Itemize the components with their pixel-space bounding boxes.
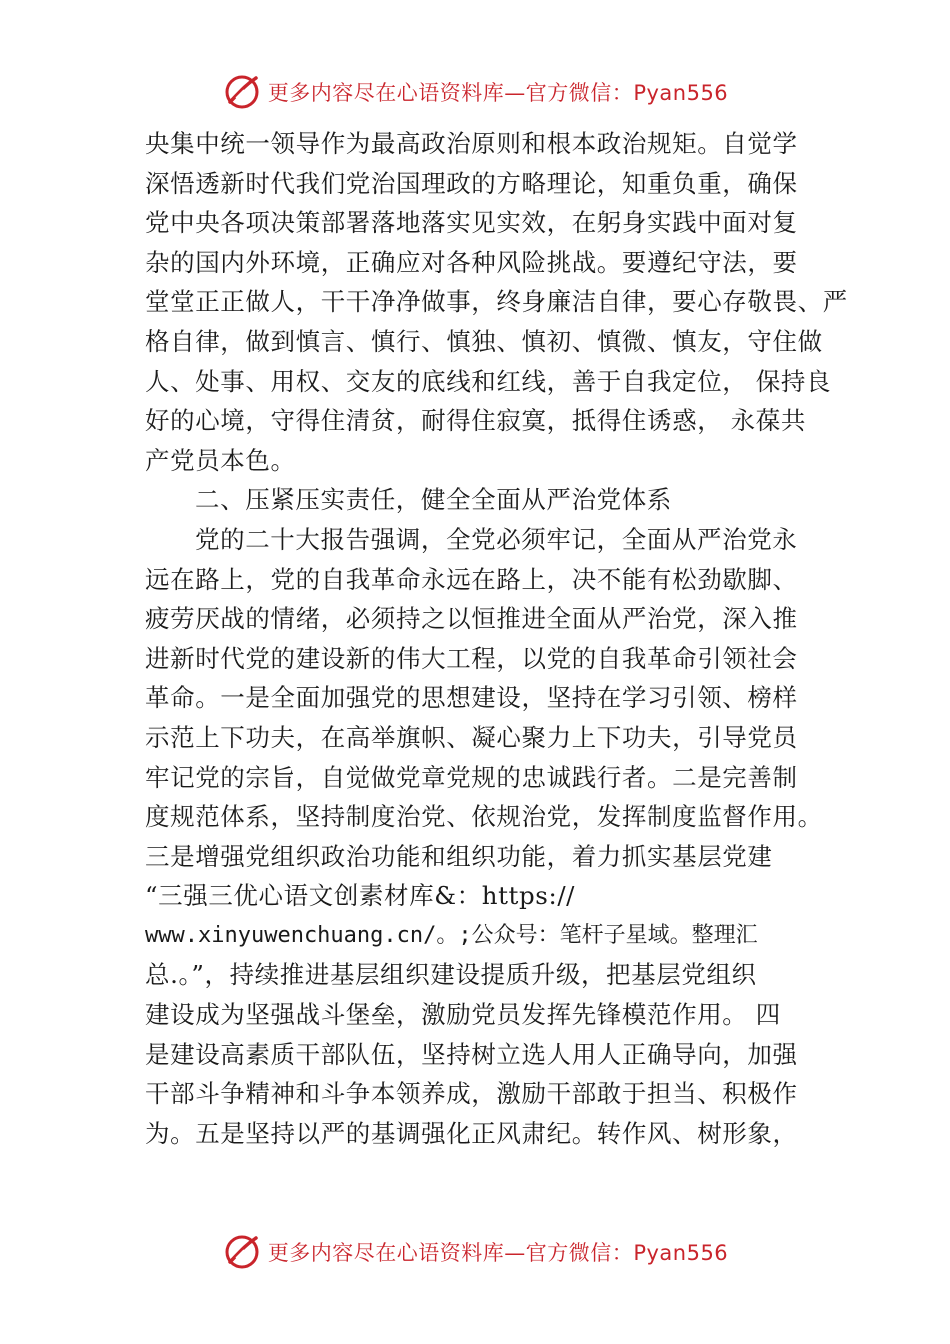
text-line: 疲劳厌战的情绪，必须持之以恒推进全面从严治党，深入推 — [145, 604, 798, 634]
text-line: 格自律，做到慎言、慎行、慎独、慎初、慎微、慎友，守住做 — [145, 326, 823, 356]
text-line: 好的心境，守得住清贫，耐得住寂寞，抵得住诱惑， 永葆共 — [145, 406, 806, 436]
text-line: 进新时代党的建设新的伟大工程，以党的自我革命引领社会 — [145, 643, 798, 673]
header-wechat-id: Pyan556 — [633, 81, 729, 105]
text-line: 为。五是坚持以严的基调强化正风肃纪。转作风、树形象， — [145, 1118, 798, 1148]
text-line: 度规范体系，坚持制度治党、依规治党，发挥制度监督作用。 — [145, 802, 823, 832]
section-heading: 二、压紧压实责任，健全全面从严治党体系 — [195, 485, 672, 515]
red-circle-pen-logo-icon — [222, 1232, 262, 1272]
text-line: 堂堂正正做人，干干净净做事，终身廉洁自律，要心存敬畏、严 — [145, 287, 848, 317]
text-line: 三是增强党组织政治功能和组织功能，着力抓实基层党建 — [145, 841, 773, 871]
footer-banner — [0, 1230, 950, 1274]
footer-banner-text: 更多内容尽在心语资料库—官方微信：Pyan556 — [267, 1241, 729, 1265]
text-line: 杂的国内外环境，正确应对各种风险挑战。要遵纪守法，要 — [145, 247, 798, 277]
text-line: 远在路上，党的自我革命永远在路上，决不能有松劲歇脚、 — [145, 564, 798, 594]
text-line: “三强三优心语文创素材库&：https:// — [145, 881, 576, 911]
text-line: 干部斗争精神和斗争本领养成，激励干部敢于担当、积极作 — [145, 1079, 798, 1109]
header-banner — [0, 70, 950, 114]
text-line: 总.。”，持续推进基层组织建设提质升级，把基层党组织 — [145, 960, 757, 990]
text-line: 深悟透新时代我们党治国理政的方略理论，知重负重，确保 — [145, 168, 798, 198]
header-banner-text: 更多内容尽在心语资料库—官方微信：Pyan556 — [267, 81, 729, 105]
text-line: 产党员本色。 — [145, 445, 296, 475]
text-line: 是建设高素质干部队伍，坚持树立选人用人正确导向，加强 — [145, 1039, 798, 1069]
footer-wechat-id: Pyan556 — [633, 1241, 729, 1265]
text-line: 示范上下功夫，在高举旗帜、凝心聚力上下功夫，引导党员 — [145, 722, 798, 752]
text-line: 党中央各项决策部署落地落实见实效，在躬身实践中面对复 — [145, 208, 798, 238]
text-line: www.xinyuwenchuang.cn/。;公众号：笔杆子星域。整理汇 — [145, 922, 758, 948]
text-line: 党的二十大报告强调，全党必须牢记，全面从严治党永 — [195, 524, 798, 554]
text-line: 人、处事、用权、交友的底线和红线，善于自我定位， 保持良 — [145, 366, 832, 396]
red-circle-pen-logo-icon — [222, 72, 262, 112]
text-line: 牢记党的宗旨，自觉做党章党规的忠诚践行者。二是完善制 — [145, 762, 798, 792]
text-line: 建设成为坚强战斗堡垒，激励党员发挥先锋模范作用。 四 — [145, 1000, 781, 1030]
text-line: 央集中统一领导作为最高政治原则和根本政治规矩。自觉学 — [145, 129, 798, 158]
document-body — [145, 124, 848, 1153]
text-line: 革命。一是全面加强党的思想建设，坚持在学习引领、榜样 — [145, 683, 798, 713]
